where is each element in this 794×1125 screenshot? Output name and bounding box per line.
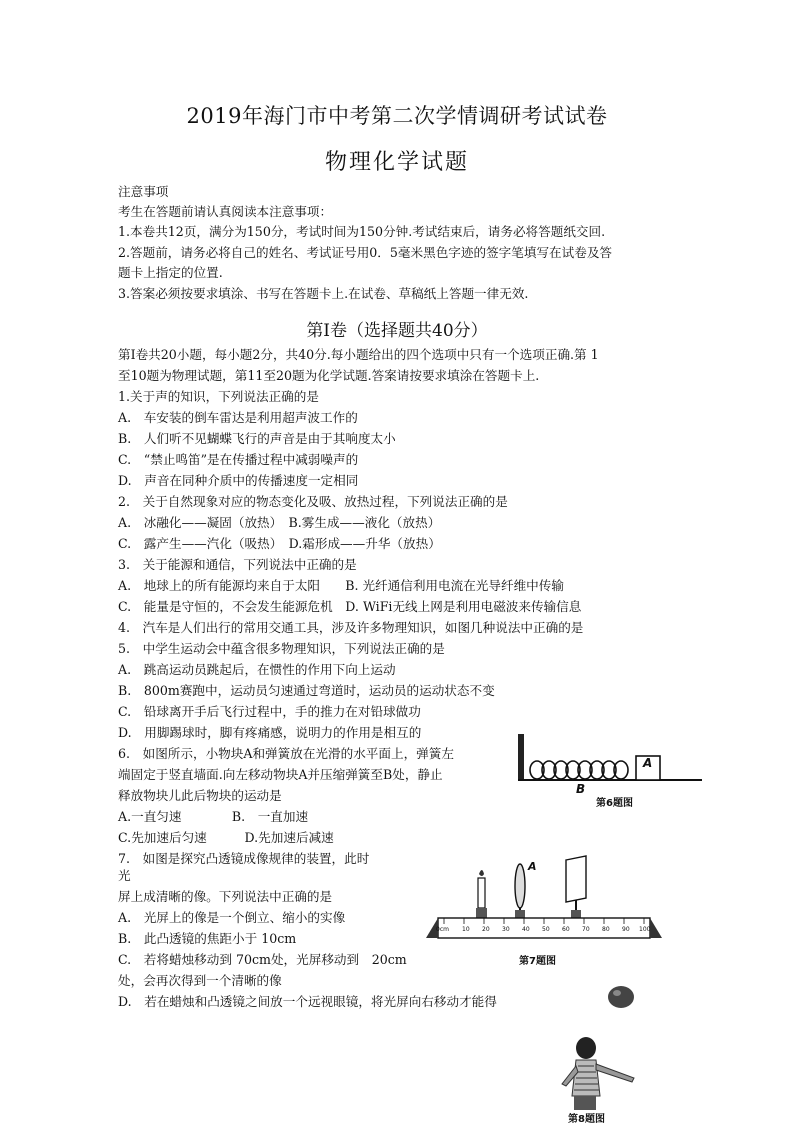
q6-stem-line-2: 端固定于竖直墙面.向左移动物块A并压缩弹簧至B处，静止 — [118, 767, 443, 782]
arm — [596, 1064, 634, 1082]
ruler-labels — [436, 926, 652, 936]
q5-option-a: A. 跳高运动员跳起后，在惯性的作用下向上运动 — [118, 662, 396, 677]
figure-6-label-a: A — [643, 756, 653, 770]
q5-option-b: B. 800m赛跑中，运动员匀速通过弯道时，运动员的运动状态不变 — [118, 683, 495, 698]
ruler-tick-label: 10 — [462, 926, 470, 933]
q1-option-b: B. 人们听不见蝴蝶飞行的声音是由于其响度太小 — [118, 431, 396, 446]
head — [576, 1037, 596, 1059]
q3-options-cd: C. 能量是守恒的，不会发生能源危机 D. WiFi无线上网是利用电磁波来传输信息 — [118, 599, 582, 614]
q3-stem: 3. 关于能源和通信，下列说法中正确的是 — [118, 557, 357, 572]
q7-stem-line-2: 屏上成清晰的像。下列说法中正确的是 — [118, 889, 333, 904]
figure-7-label-a: A — [528, 860, 537, 873]
figure-7 — [416, 852, 672, 968]
q2-stem: 2. 关于自然现象对应的物态变化及吸、放热过程，下列说法正确的是 — [118, 494, 508, 509]
q7-option-b: B. 此凸透镜的焦距小于 10cm — [118, 931, 297, 946]
q7-option-c-line-2: 处，会再次得到一个清晰的像 — [118, 973, 282, 988]
q7-stem-line-1: 7. 如图是探究凸透镜成像规律的装置，此时 — [118, 851, 370, 866]
candle — [476, 870, 487, 918]
q7-option-d: D. 若在蜡烛和凸透镜之间放一个远视眼镜，将光屏向右移动才能得 — [118, 994, 497, 1009]
q4-stem: 4. 汽车是人们出行的常用交通工具，涉及许多物理知识，如图几种说法中正确的是 — [118, 620, 584, 635]
figure-7-drawing — [416, 852, 672, 968]
legs — [574, 1096, 596, 1110]
spring-coils — [530, 761, 628, 779]
q5-option-d: D. 用脚踢球时，脚有疼痛感，说明力的作用是相互的 — [118, 725, 422, 740]
ruler-tick-label: 100 — [639, 926, 651, 933]
notice-item-3: 3.答案必须按要求填涂、书写在答题卡上.在试卷、草稿纸上答题一律无效. — [118, 286, 529, 301]
figure-6 — [512, 730, 712, 810]
ruler-tick-label: 50 — [542, 926, 550, 933]
light-screen — [566, 856, 586, 918]
notice-intro: 考生在答题前请认真阅读本注意事项： — [118, 204, 333, 219]
q3-options-ab: A. 地球上的所有能源均来自于太阳 B. 光纤通信利用电流在光导纤维中传输 — [118, 578, 564, 593]
q2-options-ab: A. 冰融化——凝固（放热） B.雾生成——液化（放热） — [118, 515, 441, 530]
ruler-tick-label: 60 — [562, 926, 570, 933]
q7-option-a: A. 光屏上的像是一个倒立、缩小的实像 — [118, 910, 346, 925]
ruler-tick-label: 90 — [622, 926, 630, 933]
q5-stem: 5. 中学生运动会中蕴含很多物理知识，下列说法正确的是 — [118, 641, 445, 656]
figure-8-caption: 第8题图 — [568, 1114, 605, 1125]
q7-stem-line-1b: 光 — [118, 868, 131, 883]
ruler-tick-label: 40 — [522, 926, 530, 933]
q6-stem-line-3: 释放物块儿此后物块的运动是 — [118, 788, 282, 803]
q7-option-c-line-1: C. 若将蜡烛移动到 70cm处，光屏移动到 20cm — [118, 952, 407, 967]
figure-8-drawing — [552, 1036, 642, 1110]
notice-item-1: 1.本卷共12页，满分为150分，考试时间为150分钟.考试结束后，请务必将答题纸交回. — [118, 224, 606, 239]
q1-stem: 1.关于声的知识，下列说法正确的是 — [118, 389, 319, 404]
ruler-tick-label: 70 — [582, 926, 590, 933]
figure-8 — [552, 1036, 642, 1123]
figure-6-caption: 第6题图 — [596, 798, 633, 809]
q2-options-cd: C. 露产生——汽化（吸热） D.霜形成——升华（放热） — [118, 536, 441, 551]
q6-stem-line-1: 6. 如图所示，小物块A和弹簧放在光滑的水平面上，弹簧左 — [118, 746, 454, 761]
exam-subtitle: 物理化学试题 — [324, 150, 469, 175]
section-title: 第Ⅰ卷（选择题共40分） — [306, 321, 488, 341]
exam-title: 2019年海门市中考第二次学情调研考试试卷 — [186, 104, 608, 128]
q1-option-d: D. 声音在同种介质中的传播速度一定相同 — [118, 473, 359, 488]
wall — [518, 734, 524, 780]
figure-7-caption: 第7题图 — [519, 956, 556, 967]
section-desc-1: 第Ⅰ卷共20小题，每小题2分，共40分.每小题给出的四个选项中只有一个选项正确.第 1 — [118, 347, 599, 362]
figure-6-label-b: B — [576, 782, 586, 796]
ruler-tick-label: 0cm — [436, 926, 449, 933]
ruler-tick-label: 20 — [482, 926, 490, 933]
q5-option-c: C. 铅球离开手后飞行过程中，手的推力在对铅球做功 — [118, 704, 421, 719]
q1-option-c: C. “禁止鸣笛”是在传播过程中减弱噪声的 — [118, 452, 359, 467]
ruler-tick-label: 80 — [602, 926, 610, 933]
notice-item-2a: 2.答题前，请务必将自己的姓名、考试证号用0．5毫米黑色字迹的签字笔填写在试卷及答 — [118, 245, 613, 260]
figure-8-ball — [606, 984, 636, 1010]
section-desc-2: 至10题为物理试题，第11至20题为化学试题.答案请按要求填涂在答题卡上. — [118, 368, 540, 383]
ruler-tick-label: 30 — [502, 926, 510, 933]
notice-heading: 注意事项 — [118, 184, 169, 199]
q6-options-ab: A.一直匀速 B. 一直加速 — [118, 809, 309, 824]
convex-lens — [515, 864, 525, 918]
q1-option-a: A. 车安装的倒车雷达是利用超声波工作的 — [118, 410, 358, 425]
q6-options-cd: C.先加速后匀速 D.先加速后减速 — [118, 830, 334, 845]
notice-item-2b: 题卡上指定的位置. — [118, 265, 223, 280]
